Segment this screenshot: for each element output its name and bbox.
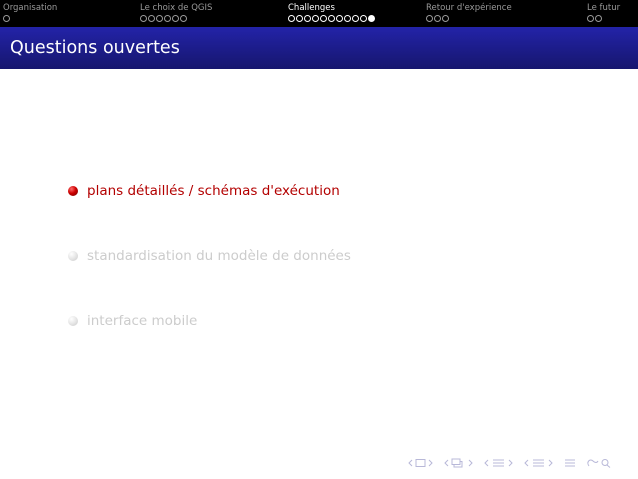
frame-dot[interactable] xyxy=(434,15,441,22)
frame-dot[interactable] xyxy=(296,15,303,22)
list-item-text: standardisation du modèle de données xyxy=(87,248,351,264)
frame-dot[interactable] xyxy=(360,15,367,22)
frame-dot[interactable] xyxy=(288,15,295,22)
frame-dot[interactable] xyxy=(140,15,147,22)
section-nav-icon[interactable] xyxy=(524,458,554,468)
frame-dot[interactable] xyxy=(180,15,187,22)
list-item xyxy=(68,310,197,332)
frame-dot[interactable] xyxy=(368,15,375,22)
frame-dot[interactable] xyxy=(148,15,155,22)
nav-dots-challenges[interactable] xyxy=(288,15,375,22)
nav-dots-le-futur[interactable] xyxy=(587,15,602,22)
frame-title-bar xyxy=(0,27,638,69)
nav-section-organisation[interactable]: Organisation xyxy=(3,3,58,13)
bullet-icon xyxy=(68,251,78,261)
bullet-icon xyxy=(68,186,78,196)
nav-dots-retour-experience[interactable] xyxy=(426,15,449,22)
nav-section-choix-qgis[interactable]: Le choix de QGIS xyxy=(140,3,213,13)
frame-dot[interactable] xyxy=(3,15,10,22)
search-icon[interactable] xyxy=(586,458,614,468)
nav-section-retour-experience[interactable]: Retour d'expérience xyxy=(426,3,512,13)
frame-nav-icon[interactable] xyxy=(444,458,474,468)
section-navigation-bar xyxy=(0,0,638,27)
list-item xyxy=(68,180,340,202)
list-item-text: plans détaillés / schémas d'exécution xyxy=(87,183,340,199)
frame-dot[interactable] xyxy=(312,15,319,22)
frame-title: Questions ouvertes xyxy=(10,38,180,58)
nav-section-le-futur[interactable]: Le futur xyxy=(587,3,621,13)
document-nav-icon[interactable] xyxy=(564,458,576,468)
list-item xyxy=(68,245,351,267)
frame-dot[interactable] xyxy=(352,15,359,22)
frame-dot[interactable] xyxy=(320,15,327,22)
nav-dots-organisation[interactable] xyxy=(3,15,10,22)
slide-nav-icon[interactable] xyxy=(408,458,434,468)
frame-dot[interactable] xyxy=(587,15,594,22)
frame-dot[interactable] xyxy=(344,15,351,22)
beamer-navigation-symbols xyxy=(408,457,614,469)
nav-dots-choix-qgis[interactable] xyxy=(140,15,187,22)
bullet-icon xyxy=(68,316,78,326)
subsection-nav-icon[interactable] xyxy=(484,458,514,468)
frame-dot[interactable] xyxy=(595,15,602,22)
frame-dot[interactable] xyxy=(426,15,433,22)
list-item-text: interface mobile xyxy=(87,313,198,329)
frame-dot[interactable] xyxy=(304,15,311,22)
frame-dot[interactable] xyxy=(156,15,163,22)
nav-section-challenges[interactable]: Challenges xyxy=(288,3,335,13)
frame-dot[interactable] xyxy=(442,15,449,22)
frame-dot[interactable] xyxy=(328,15,335,22)
frame-dot[interactable] xyxy=(336,15,343,22)
frame-dot[interactable] xyxy=(164,15,171,22)
frame-dot[interactable] xyxy=(172,15,179,22)
